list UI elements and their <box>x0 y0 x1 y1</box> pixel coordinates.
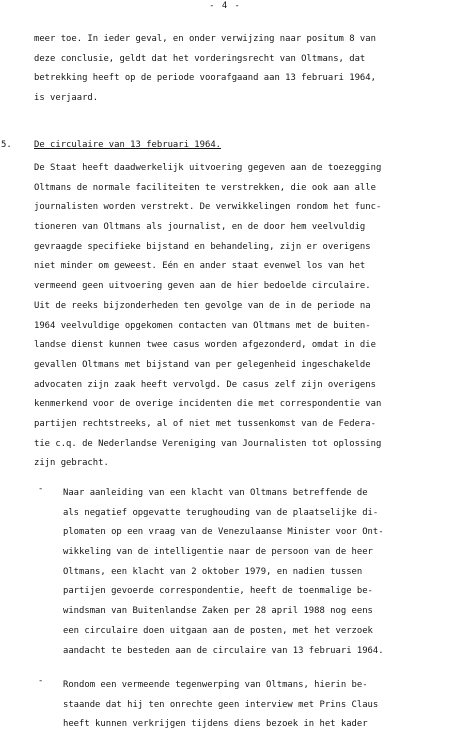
text-line: als negatief opgevatte terughouding van de plaatselijke di- <box>63 507 379 518</box>
lead-paragraph <box>34 30 448 109</box>
text-line: een circulaire doen uitgaan aan de posten, met het verzoek <box>63 625 373 636</box>
list-bullet: - <box>38 484 44 494</box>
text-line: advocaten zijn zaak heeft vervolgd. De casus zelf zijn overigens <box>34 379 376 390</box>
text-line: landse dienst kunnen twee casus worden afgezonderd, omdat in die <box>34 340 376 351</box>
text-line: kenmerkend voor de overige incidenten die met correspondentie van <box>34 399 382 410</box>
list-bullet: - <box>38 676 44 686</box>
section-body <box>34 159 448 474</box>
text-line: Oltmans de normale faciliteiten te verstrekken, die ook aan alle <box>34 182 376 193</box>
text-line: betrekking heeft op de periode voorafgaand aan 13 februari 1964, <box>34 73 376 84</box>
text-line: partijen gevoerde correspondentie, heeft de toenmalige be- <box>63 586 373 597</box>
text-line: is verjaard. <box>34 93 99 104</box>
text-line: meer toe. In ieder geval, en onder verwijzing naar positum 8 van <box>34 34 376 44</box>
text-line: aandacht te besteden aan de circulaire van 13 februari 1964. <box>63 645 384 656</box>
text-line: gevallen Oltmans met bijstand van per gelegenheid ingeschakelde <box>34 359 371 370</box>
text-line: De Staat heeft daadwerkelijk uitvoering gegeven aan de toezegging <box>34 163 382 173</box>
text-line: journalisten worden verstrekt. De verwikkelingen rondom het func- <box>34 202 382 213</box>
text-line: 1964 veelvuldige opgekomen contacten van Oltmans met de buiten- <box>34 320 371 331</box>
list-item <box>63 484 448 661</box>
text-line: niet minder om geweest. Eén en ander staat evenwel los van het <box>34 261 366 272</box>
text-line: Naar aanleiding van een klacht van Oltmans betreffende de <box>63 488 368 498</box>
text-line: windsman van Buitenlandse Zaken per 28 april 1988 nog eens <box>63 606 373 617</box>
text-line: plomaten op een vraag van de Venezulaanse Minister voor Ont- <box>63 527 384 538</box>
section-heading-text: De circulaire van 13 februari 1964. <box>34 140 222 150</box>
text-line: deze conclusie, geldt dat het vorderingsrecht van Oltmans, dat <box>34 53 366 64</box>
text-line: partijen rechtstreeks, al of niet met tussenkomst van de Federa- <box>34 418 376 429</box>
text-line: staande dat hij ten onrechte geen interview met Prins Claus <box>63 699 379 710</box>
text-line: tioneren van Oltmans als journalist, en de door hem veelvuldig <box>34 222 366 233</box>
text-line: wikkeling van de intelligentie naar de persoon van de heer <box>63 547 373 558</box>
text-line: zijn gebracht. <box>34 458 109 469</box>
text-line: heeft kunnen verkrijgen tijdens diens bezoek in het kader <box>63 719 368 730</box>
text-line: Uit de reeks bijzonderheden ten gevolge van de in de periode na <box>34 300 371 311</box>
text-line: tie c.q. de Nederlandse Vereniging van Journalisten tot oplossing <box>34 438 382 449</box>
text-line: gevraagde specifieke bijstand en behandeling, zijn er overigens <box>34 241 371 252</box>
text-line: vermeend geen uitvoering geven aan de hier bedoelde circulaire. <box>34 281 371 292</box>
section-number: 5. <box>1 140 12 150</box>
text-line: Oltmans, een klacht van 2 oktober 1979, en nadien tussen <box>63 566 363 577</box>
page-number: - 4 - <box>209 1 241 11</box>
text-line: Rondom een vermeende tegenwerping van Oltmans, hierin be- <box>63 680 368 690</box>
section-heading <box>34 140 221 150</box>
list-item <box>63 676 448 735</box>
